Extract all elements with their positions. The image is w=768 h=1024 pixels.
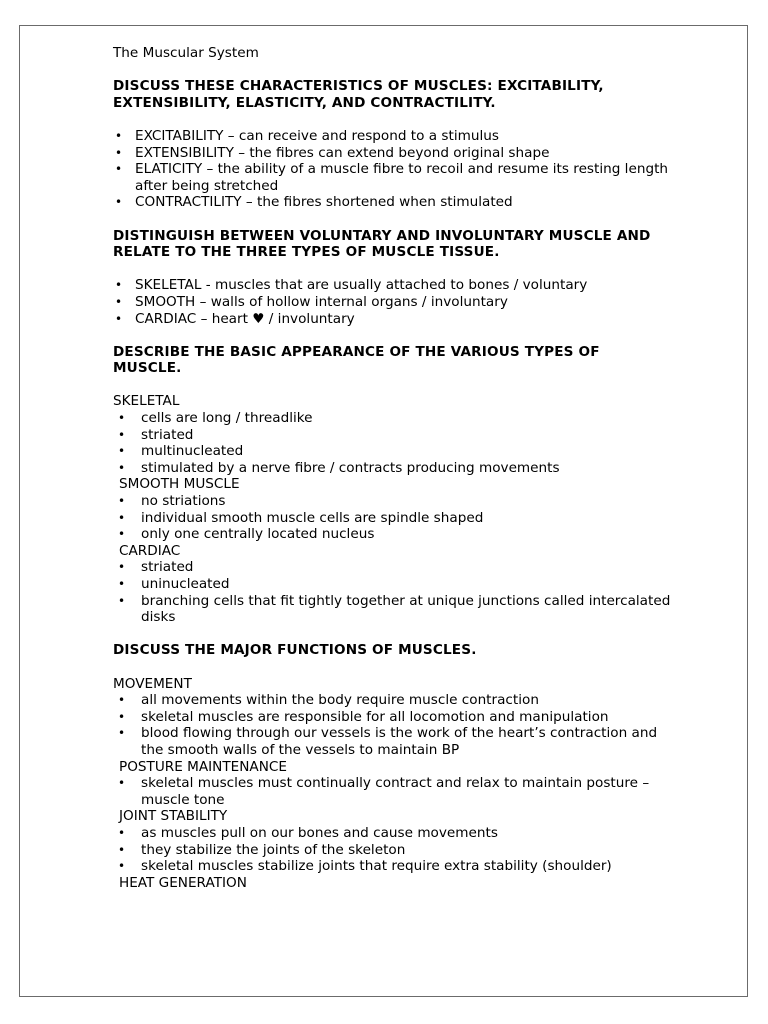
list-item: • they stabilize the joints of the skeleton (118, 841, 406, 858)
bullet-icon: • (115, 195, 123, 210)
bullet-icon: • (118, 726, 126, 741)
group-label-smooth-muscle: SMOOTH MUSCLE (119, 476, 240, 493)
group-label-movement: MOVEMENT (113, 675, 192, 692)
smooth-muscle-list (113, 493, 673, 543)
bullet-icon: • (115, 145, 123, 160)
bullet-icon: • (118, 494, 126, 509)
list-item: • SKELETAL - muscles that are usually attached to bones / voluntary (115, 277, 588, 294)
list-item: • striated (118, 559, 194, 576)
bullet-icon: • (115, 278, 123, 293)
bullet-icon: • (118, 444, 126, 459)
list-item: • blood flowing through our vessels is the work of the heart’s contraction and the smooth walls of the vessels to maintain BP (118, 725, 658, 758)
muscle-types-list (113, 277, 673, 327)
list-item: • cells are long / threadlike (118, 410, 313, 427)
list-item: • uninucleated (118, 576, 230, 592)
bullet-icon: • (118, 825, 126, 840)
bullet-icon: • (118, 510, 126, 525)
list-item: • CONTRACTILITY – the fibres shortened when stimulated (115, 194, 513, 211)
document-page (19, 25, 748, 997)
bullet-icon: • (118, 842, 126, 857)
bullet-icon: • (115, 294, 123, 309)
skeletal-list (113, 410, 673, 476)
bullet-icon: • (118, 577, 126, 591)
list-item: • skeletal muscles are responsible for all locomotion and manipulation (118, 708, 609, 725)
list-item: • no striations (118, 493, 226, 510)
cardiac-list (113, 559, 673, 625)
list-item: • stimulated by a nerve fibre / contracts producing movements (118, 459, 560, 476)
list-item: • individual smooth muscle cells are spindle shaped (118, 509, 484, 526)
list-item: • branching cells that fit tightly together at unique junctions called intercalated disks (118, 592, 671, 626)
bullet-icon: • (115, 128, 123, 143)
list-item: • skeletal muscles must continually contract and relax to maintain posture – muscle tone (118, 775, 650, 808)
document-title: The Muscular System (113, 45, 259, 61)
bullet-icon: • (118, 560, 126, 575)
list-item: • EXCITABILITY – can receive and respond to a stimulus (115, 127, 499, 144)
list-item: • as muscles pull on our bones and cause movements (118, 824, 498, 841)
list-item: • only one centrally located nucleus (118, 526, 375, 543)
list-item: • striated (118, 426, 194, 443)
group-label-skeletal: SKELETAL (113, 393, 180, 410)
group-label-joint-stability: JOINT STABILITY (119, 808, 228, 825)
bullet-icon: • (118, 527, 126, 542)
movement-list (113, 692, 673, 758)
bullet-icon: • (115, 311, 123, 326)
bullet-icon: • (118, 460, 126, 475)
document-body (113, 45, 673, 891)
posture-list (113, 775, 673, 808)
group-label-cardiac: CARDIAC (119, 542, 181, 559)
joint-stability-list (113, 825, 673, 875)
list-item: • ELATICITY – the ability of a muscle fibre to recoil and resume its resting length after being stretched (115, 161, 669, 194)
characteristics-list (113, 128, 673, 211)
list-item: • SMOOTH – walls of hollow internal organs / involuntary (115, 293, 508, 310)
list-item: • EXTENSIBILITY – the fibres can extend beyond original shape (115, 144, 550, 161)
bullet-icon: • (115, 162, 123, 177)
list-item: • skeletal muscles stabilize joints that require extra stability (shoulder) (118, 858, 612, 875)
bullet-icon: • (118, 593, 126, 608)
list-item: • all movements within the body require muscle contraction (118, 692, 539, 709)
section-heading-characteristics: DISCUSS THESE CHARACTERISTICS OF MUSCLES: EXCITABILITY, EXTENSIBILITY, ELASTICITY, AND CONTRACTILITY. (113, 78, 604, 111)
bullet-icon: • (118, 411, 126, 426)
group-label-posture-maintenance: POSTURE MAINTENANCE (119, 758, 287, 775)
section-heading-functions: DISCUSS THE MAJOR FUNCTIONS OF MUSCLES. (113, 642, 477, 659)
list-item: • multinucleated (118, 443, 244, 460)
bullet-icon: • (118, 427, 126, 442)
section-heading-voluntary: DISTINGUISH BETWEEN VOLUNTARY AND INVOLUNTARY MUSCLE AND RELATE TO THE THREE TYPES OF MUSCLE TISSUE. (113, 227, 651, 261)
bullet-icon: • (118, 776, 126, 791)
section-heading-appearance: DESCRIBE THE BASIC APPEARANCE OF THE VARIOUS TYPES OF MUSCLE. (113, 343, 600, 377)
bullet-icon: • (118, 693, 126, 708)
list-item: • CARDIAC – heart ♥ / involuntary (115, 310, 355, 327)
group-label-heat-generation: HEAT GENERATION (119, 874, 247, 891)
bullet-icon: • (118, 859, 126, 874)
bullet-icon: • (118, 709, 126, 724)
